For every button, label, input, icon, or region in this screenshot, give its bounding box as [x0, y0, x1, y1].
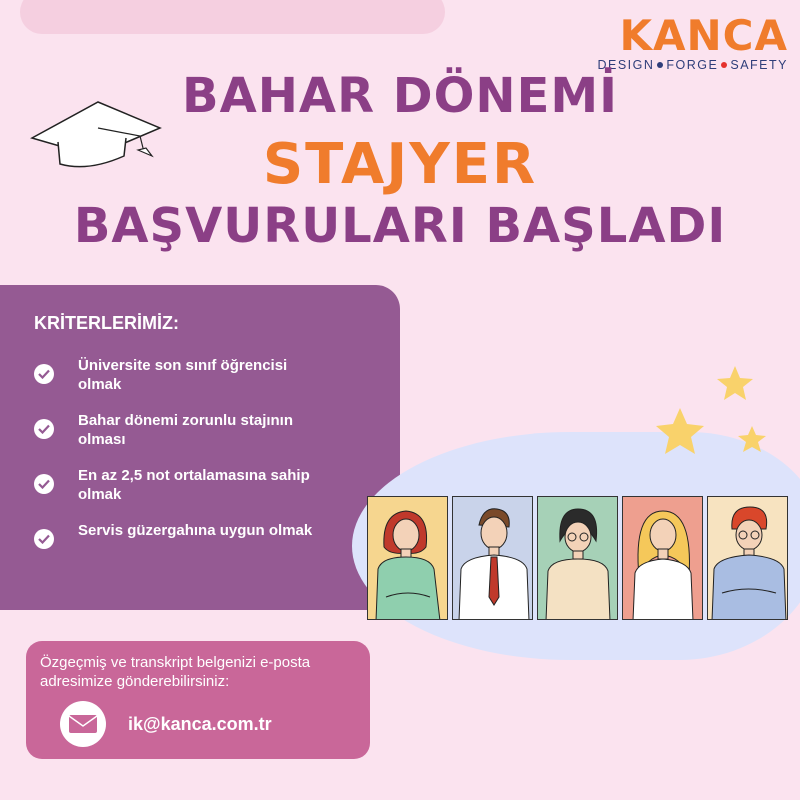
criteria-item [34, 411, 372, 449]
criteria-title: KRİTERLERİMİZ: [34, 313, 179, 333]
headline-line2: STAJYER [262, 132, 538, 197]
criteria-item [34, 521, 372, 549]
mail-icon [60, 701, 106, 747]
criteria-item-text: Bahar dönemi zorunlu stajının olması [78, 412, 294, 448]
brand-name: KANCA [619, 11, 788, 60]
email-row[interactable] [60, 701, 356, 747]
headline-line1: BAHAR DÖNEMİ [182, 68, 618, 124]
criteria-panel [0, 285, 400, 610]
criteria-item-text: En az 2,5 not ortalamasına sahip olmak [78, 467, 310, 503]
application-info-panel [26, 641, 370, 759]
tagline-forge: FORGE [666, 58, 719, 72]
portrait-strip [367, 496, 788, 620]
portrait [537, 496, 618, 620]
email-link[interactable]: ik@kanca.com.tr [128, 713, 272, 734]
portrait [367, 496, 448, 620]
portrait [622, 496, 703, 620]
portrait [452, 496, 533, 620]
criteria-item [34, 356, 372, 394]
check-icon [34, 529, 54, 549]
tagline-design: DESIGN [597, 58, 655, 72]
criteria-item [34, 466, 372, 504]
check-icon [34, 419, 54, 439]
tagline-safety: SAFETY [730, 58, 788, 72]
headline-line3: BAŞVURULARI BAŞLADI [73, 198, 727, 254]
portrait [707, 496, 788, 620]
brand-logo [597, 11, 788, 72]
criteria-item-text: Üniversite son sınıf öğrencisi olmak [78, 357, 288, 393]
check-icon [34, 474, 54, 494]
criteria-item-text: Servis güzergahına uygun olmak [78, 522, 313, 539]
stars-icon [640, 360, 770, 470]
info-text: Özgeçmiş ve transkript belgenizi e-posta adresimize gönderebilirsiniz: [40, 654, 311, 690]
check-icon [34, 364, 54, 384]
decorative-top-pill [20, 0, 445, 34]
